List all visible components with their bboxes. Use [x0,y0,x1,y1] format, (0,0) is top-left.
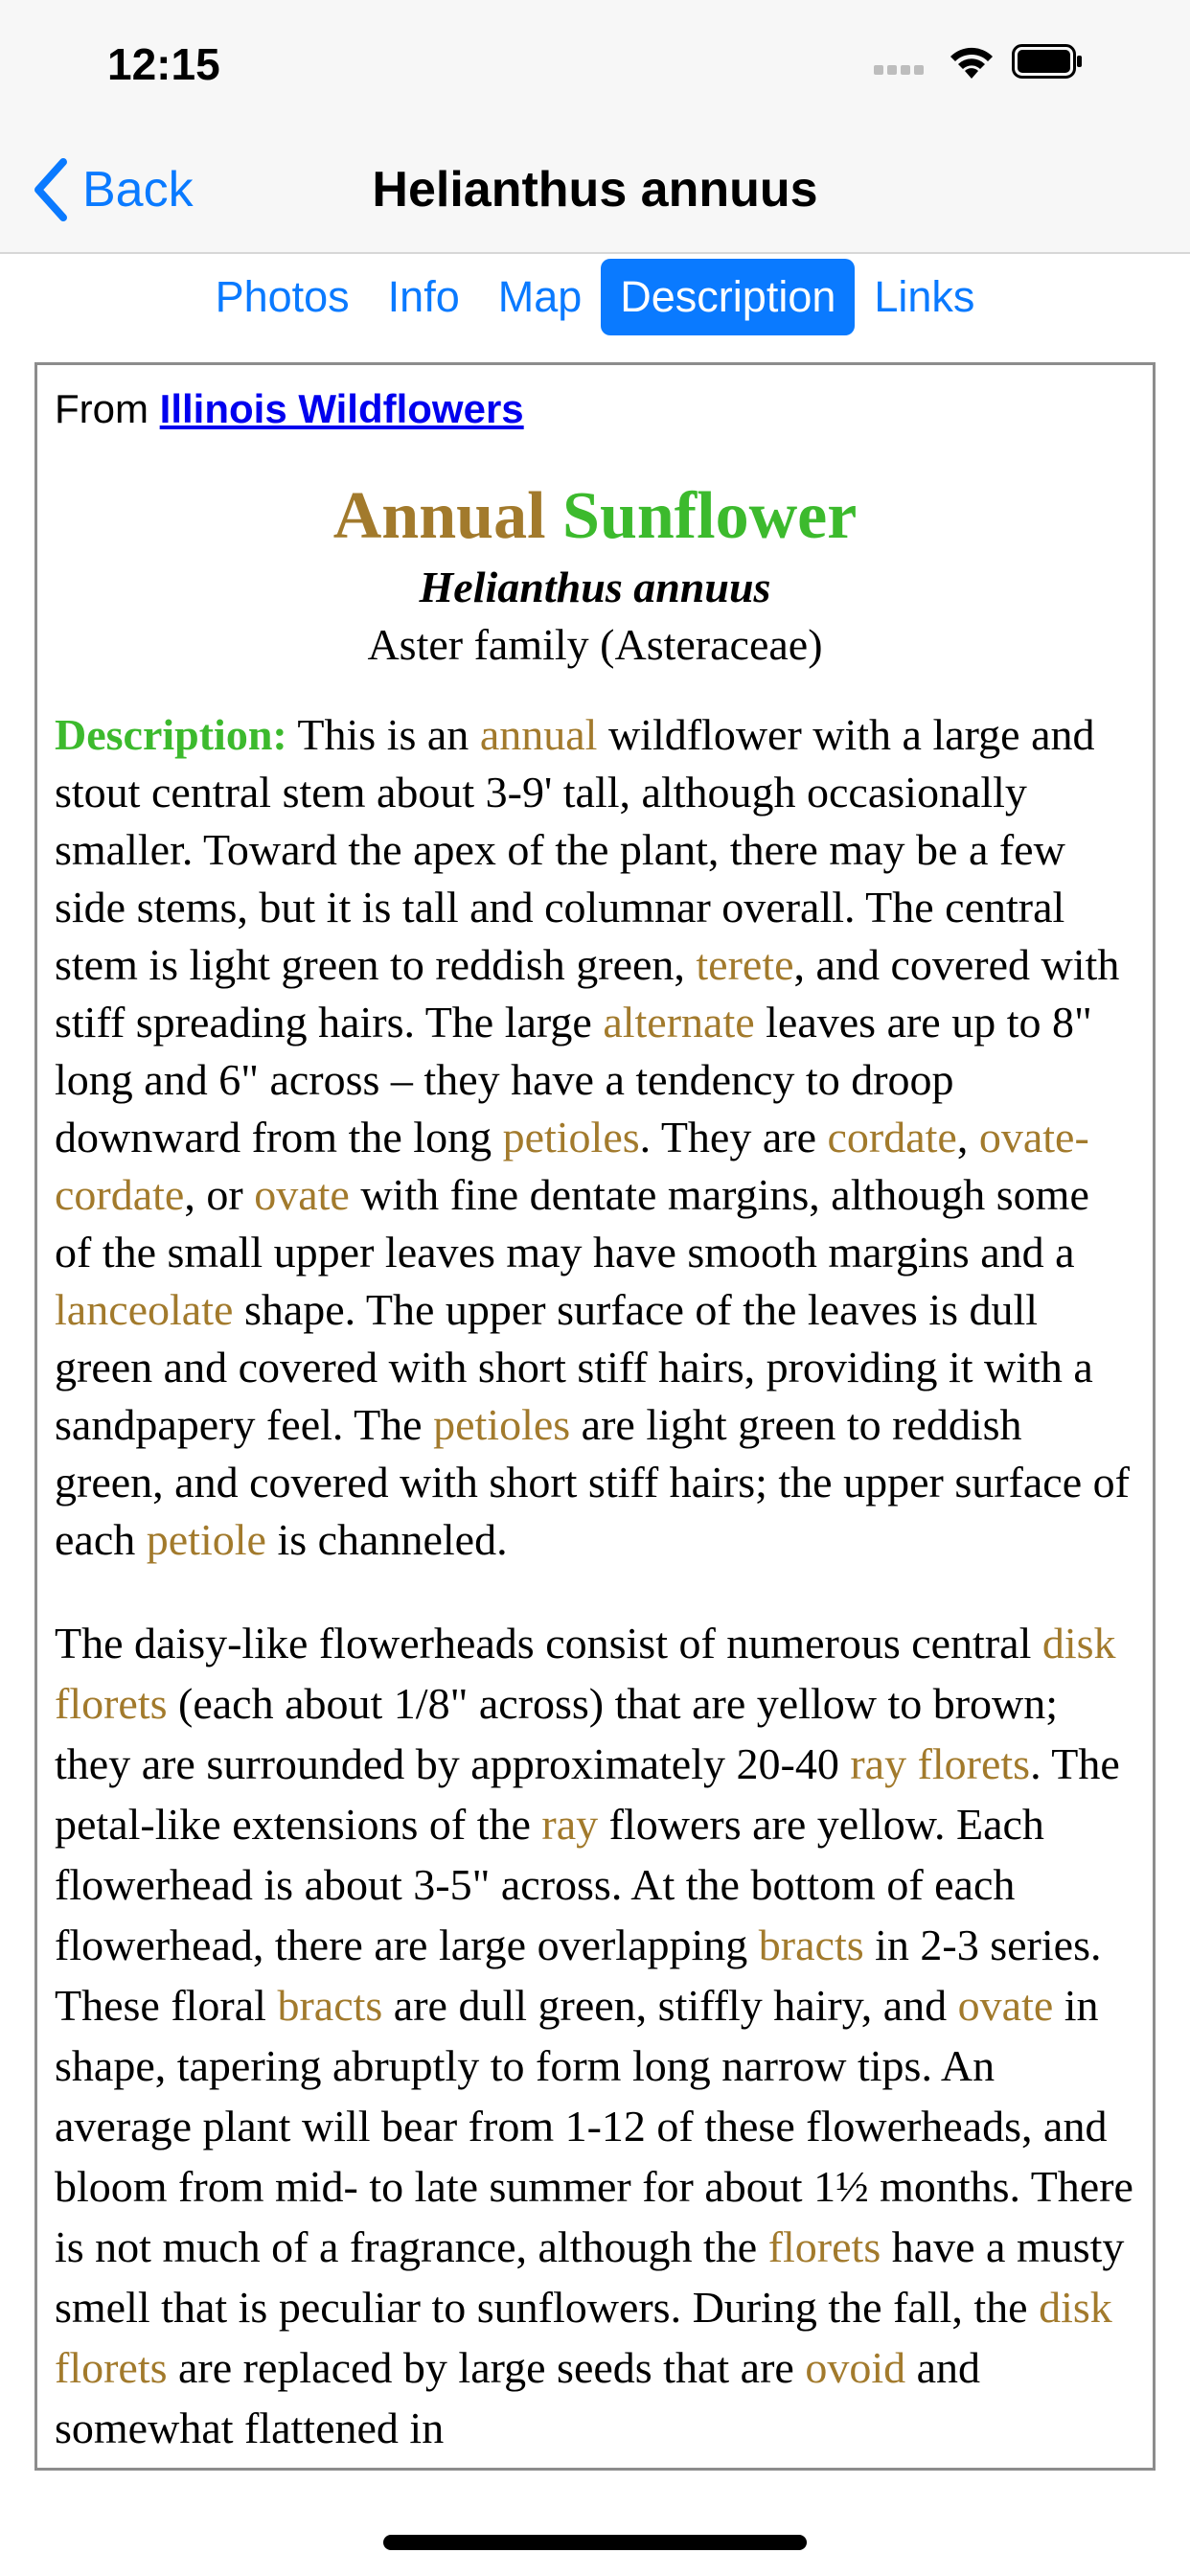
glossary-link[interactable]: ovate-cordate [55,1113,1089,1219]
glossary-link[interactable]: disk florets [55,2283,1112,2392]
home-indicator[interactable] [383,2535,807,2550]
nav-title: Helianthus annuus [372,162,818,218]
top-bar [0,0,1190,254]
cellular-signal-icon [874,59,931,77]
text-run: , [956,1113,979,1162]
description-paragraph-1 [55,706,1135,1569]
glossary-link[interactable]: bracts [758,1920,864,1969]
tab-bar [0,259,1190,335]
source-link[interactable]: Illinois Wildflowers [159,386,524,431]
status-time: 12:15 [107,39,220,89]
source-line [55,386,1135,432]
tab-description[interactable]: Description [601,259,855,335]
glossary-link[interactable]: florets [767,2222,881,2271]
text-run: are replaced by large seeds that are [167,2343,806,2392]
description-label: Description: [55,710,287,759]
text-run: are light green to reddish green, and covered with short stiff hairs; the upper surface of each [55,1400,1130,1564]
text-run: in shape, tapering abruptly to form long narrow tips. An average plant will bear from 1-12 of these flowerheads, and bloom from mid- to late summer for about 1½ months. There is not much of a fragrance, although the [55,1981,1133,2271]
text-run: This is an [286,710,480,759]
glossary-link[interactable]: ovate [254,1170,350,1219]
text-run: shape. The upper surface of the leaves is dull green and covered with short stiff hairs, providing it with a sandpapery feel. The [55,1285,1093,1449]
text-run: . They are [639,1113,828,1162]
status-icons [874,40,1190,88]
text-run: , or [184,1170,255,1219]
tab-map[interactable]: Map [497,272,583,321]
text-run: have a musty smell that is peculiar to sunflowers. During the fall, the [55,2222,1125,2332]
glossary-link[interactable]: petioles [502,1113,640,1162]
glossary-link[interactable]: ovate [957,1981,1054,2030]
glossary-link[interactable]: lanceolate [55,1285,234,1334]
text-run: are dull green, stiffly hairy, and [382,1981,958,2030]
glossary-link[interactable]: bracts [277,1981,383,2030]
text-run: and somewhat flattened in [55,2343,981,2452]
text-run: The daisy-like flowerheads consist of numerous central [55,1619,1042,1668]
glossary-link[interactable]: terete [696,940,794,989]
glossary-link[interactable]: petioles [433,1400,571,1449]
article-title [55,478,1135,555]
glossary-link[interactable]: alternate [603,998,755,1046]
tab-links[interactable]: Links [874,272,975,321]
text-run: . The petal-like extensions of the [55,1739,1120,1849]
battery-icon [1012,44,1085,79]
text-run: , and covered with stiff spreading hairs. The large [55,940,1120,1046]
glossary-link[interactable]: annual [479,710,598,759]
text-run: flowers are yellow. Each flowerhead is about 3-5" across. At the bottom of each flowerhead, there are large overlapping [55,1800,1044,1969]
title-word-annual: Annual [332,479,546,553]
tab-photos[interactable]: Photos [215,272,350,321]
glossary-link[interactable]: cordate [827,1113,957,1162]
text-run: is channeled. [265,1515,508,1564]
glossary-link[interactable]: ray [541,1800,599,1849]
description-webview[interactable] [34,362,1156,2471]
wifi-icon [947,42,996,80]
title-word-sunflower: Sunflower [562,479,858,553]
glossary-link[interactable]: petiole [146,1515,266,1564]
plant-family: Aster family (Asteraceae) [367,620,823,669]
source-prefix: From [55,386,149,431]
back-button-label: Back [82,162,194,218]
tab-info[interactable]: Info [387,272,460,321]
glossary-link[interactable]: disk florets [55,1619,1116,1728]
text-run: wildflower with a large and stout central stem about 3-9' tall, although occasionally smaller. Toward the apex of the plant, there may be a few side stems, but it is tall and columnar overall. The central stem is light green to reddish green, [55,710,1095,989]
text-run: (each about 1/8" across) that are yellow to brown; they are surrounded by approximately 20-40 [55,1679,1059,1788]
latin-name: Helianthus annuus [419,563,771,611]
glossary-link[interactable]: ray florets [850,1739,1031,1788]
description-paragraph-2 [55,1613,1135,2458]
text-run: with fine dentate margins, although some of the small upper leaves may have smooth margins and a [55,1170,1089,1276]
text-run: in 2-3 series. These floral [55,1920,1102,2030]
text-run: leaves are up to 8" long and 6" across – they have a tendency to droop downward from the long [55,998,1092,1162]
glossary-link[interactable]: ovoid [805,2343,906,2392]
